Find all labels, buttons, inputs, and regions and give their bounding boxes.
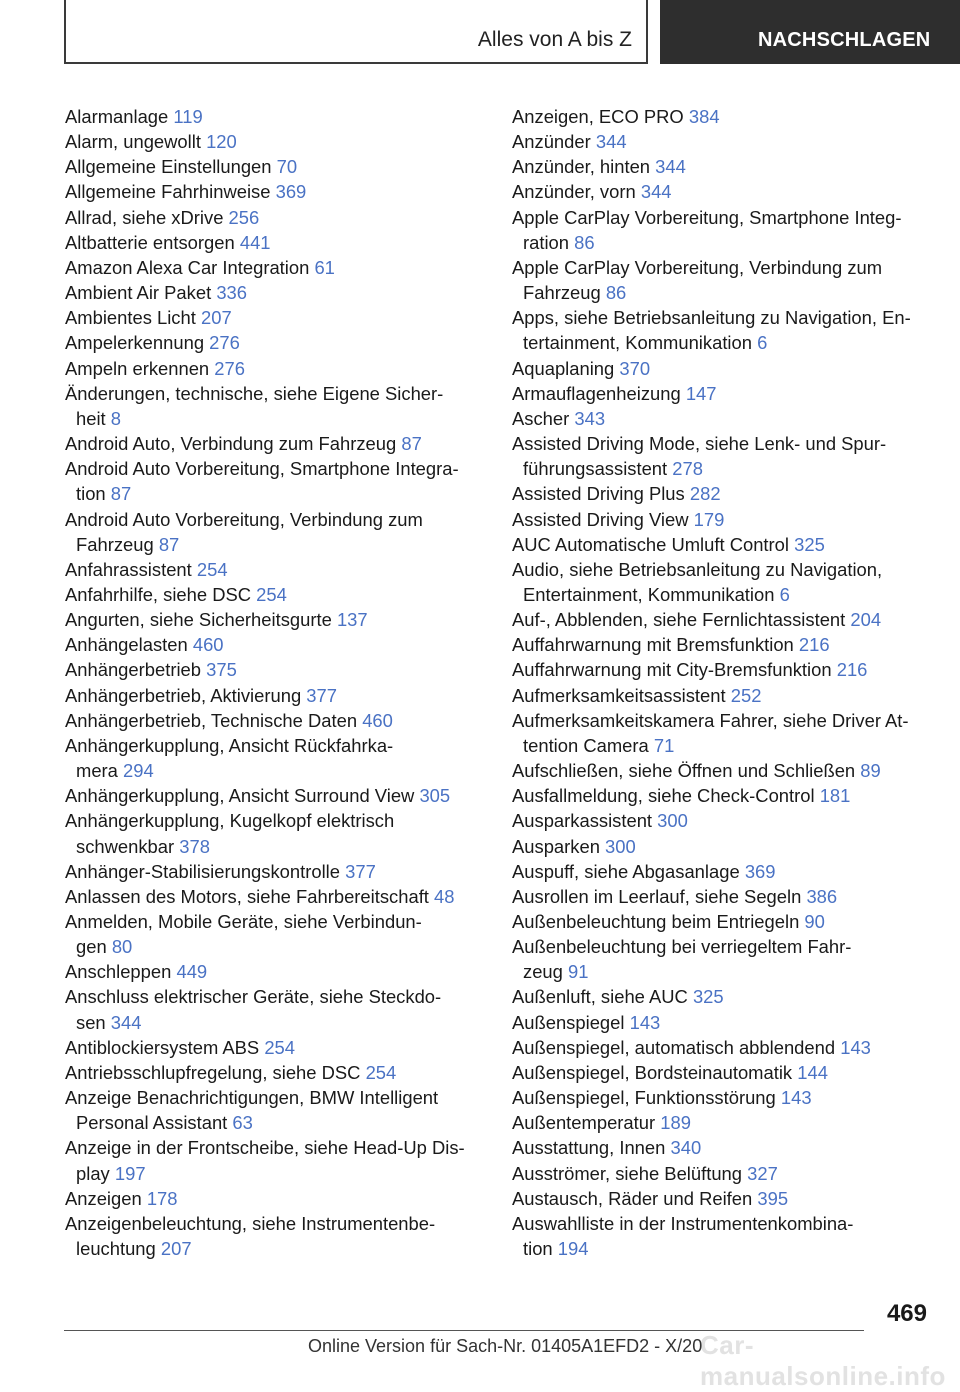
index-term: Außenbeleuchtung bei verriegeltem Fahr-	[512, 936, 852, 958]
page-link[interactable]: 6	[757, 332, 768, 354]
index-term: Altbatterie entsorgen	[65, 231, 235, 253]
index-term: Aquaplaning	[512, 357, 615, 379]
index-entry	[512, 255, 932, 305]
index-term: Ausströmer, siehe Belüftung	[512, 1162, 743, 1184]
watermark: Car-manualsonline.info	[700, 1330, 946, 1391]
index-term: Ausstattung, Innen	[512, 1137, 666, 1159]
index-term: Auffahrwarnung mit Bremsfunktion	[512, 634, 794, 656]
index-term-continuation: schwenkbar	[76, 835, 175, 857]
index-entry	[65, 708, 485, 733]
page-link[interactable]: 344	[655, 156, 686, 178]
page-link[interactable]: 147	[685, 382, 717, 404]
index-entry	[65, 179, 485, 204]
index-term: Anzeigen, ECO PRO	[512, 106, 684, 127]
page-link[interactable]: 325	[692, 986, 724, 1008]
index-entry	[65, 154, 485, 179]
page-link[interactable]: 86	[605, 282, 627, 304]
page-link[interactable]: 216	[798, 634, 830, 656]
index-entry	[65, 733, 485, 783]
index-entry	[65, 1135, 485, 1185]
index-term-continuation: heit	[76, 407, 106, 429]
index-entry	[512, 632, 932, 657]
page-link[interactable]: 254	[256, 583, 287, 605]
index-term: Anzünder	[512, 131, 591, 153]
index-entry	[512, 1085, 932, 1110]
index-term-continuation: Entertainment, Kommunikation	[523, 583, 775, 605]
index-entry	[512, 1186, 932, 1211]
index-entry	[512, 154, 932, 179]
index-term-continuation: führungsassistent	[523, 458, 668, 480]
index-term-continuation: zeug	[523, 961, 563, 983]
index-term-continuation: sen	[76, 1011, 106, 1033]
page-link[interactable]: 336	[216, 282, 247, 304]
index-entry	[512, 909, 932, 934]
page-link[interactable]: 6	[779, 583, 790, 605]
index-entry	[65, 456, 485, 506]
page-link[interactable]: 370	[619, 357, 651, 379]
index-term-continuation: Fahrzeug	[76, 533, 154, 555]
index-term-continuation: play	[76, 1162, 110, 1184]
page-link[interactable]: 254	[264, 1036, 296, 1058]
index-term: Außenspiegel, Bordsteinautomatik	[512, 1061, 793, 1083]
page-link[interactable]: 144	[797, 1061, 828, 1083]
header-chapter-box	[64, 0, 648, 64]
index-entry	[512, 934, 932, 984]
index-term: Außenbeleuchtung beim Entriegeln	[512, 911, 800, 932]
index-term: Anschluss elektrischer Geräte, siehe Steckdo-	[65, 986, 442, 1008]
index-term: Anhängerkupplung, Ansicht Rückfahrka-	[65, 734, 394, 756]
index-term: Aufmerksamkeitsassistent	[512, 684, 726, 706]
page-link[interactable]: 90	[804, 911, 825, 932]
page-link[interactable]: 344	[595, 131, 627, 153]
index-entry	[512, 808, 932, 833]
index-term: Ampelerkennung	[65, 332, 205, 354]
index-term-continuation: mera	[76, 760, 118, 782]
page-link[interactable]: 254	[196, 558, 228, 580]
index-term: Anfahrassistent	[65, 558, 192, 580]
page-link[interactable]: 87	[110, 483, 132, 505]
page-link[interactable]: 63	[232, 1112, 253, 1134]
page-link[interactable]: 282	[689, 483, 721, 505]
index-term-continuation: tention Camera	[523, 734, 649, 756]
index-column-left	[65, 104, 485, 1261]
index-entry	[512, 532, 932, 557]
index-entry	[512, 129, 932, 154]
page-link[interactable]: 204	[850, 609, 882, 631]
index-term-continuation: leuchtung	[76, 1238, 156, 1260]
page-link[interactable]: 197	[114, 1162, 146, 1184]
index-term: Allrad, siehe xDrive	[65, 206, 224, 228]
index-term: Außenspiegel	[512, 1011, 625, 1033]
page-link[interactable]: 252	[730, 684, 762, 706]
index-entry	[65, 129, 485, 154]
index-term: Anhängerbetrieb	[65, 659, 201, 681]
index-entry	[65, 582, 485, 607]
index-term: Angurten, siehe Sicherheitsgurte	[65, 609, 332, 631]
index-term: Anhänger-Stabilisierungskontrolle	[65, 860, 340, 882]
page-link[interactable]: 305	[419, 785, 451, 807]
page-link[interactable]: 276	[209, 332, 240, 354]
index-entry	[512, 657, 932, 682]
page-link[interactable]: 377	[306, 684, 337, 706]
index-term-continuation: gen	[76, 936, 107, 958]
index-entry	[65, 657, 485, 682]
index-entry	[512, 1211, 932, 1261]
index-term: Android Auto Vorbereitung, Smartphone Integra-	[65, 458, 459, 480]
page-link[interactable]: 276	[214, 357, 245, 379]
page-link[interactable]: 300	[657, 810, 688, 832]
online-version-note: Online Version für Sach-Nr. 01405A1EFD2 - X/20	[308, 1336, 703, 1356]
index-term: AUC Automatische Umluft Control	[512, 533, 789, 555]
page-link[interactable]: 207	[160, 1238, 192, 1260]
page-link[interactable]: 369	[744, 860, 776, 882]
index-entry	[512, 708, 932, 758]
index-entry	[65, 859, 485, 884]
index-entry	[65, 381, 485, 431]
index-term: Anzeigenbeleuchtung, siehe Instrumentenbe-	[65, 1212, 436, 1234]
page-link[interactable]: 71	[653, 734, 675, 756]
index-term: Ampeln erkennen	[65, 357, 210, 379]
index-entry	[512, 1010, 932, 1035]
index-entry	[65, 959, 485, 984]
index-entry	[65, 1035, 485, 1060]
index-entry	[65, 683, 485, 708]
index-term: Anhängerbetrieb, Aktivierung	[65, 684, 302, 706]
page-link[interactable]: 87	[158, 533, 180, 555]
index-term-continuation: tion	[523, 1238, 553, 1260]
page-link[interactable]: 256	[228, 206, 260, 228]
index-term: Assisted Driving Plus	[512, 483, 685, 505]
page-link[interactable]: 344	[640, 181, 672, 203]
index-entry	[65, 255, 485, 280]
page-link[interactable]: 91	[568, 961, 589, 983]
index-entry	[512, 481, 932, 506]
index-term: Amazon Alexa Car Integration	[65, 256, 310, 278]
page-link[interactable]: 207	[200, 307, 232, 329]
index-entry	[65, 1186, 485, 1211]
index-term: Ausparkassistent	[512, 810, 653, 832]
index-term: Android Auto Vorbereitung, Verbindung zum	[65, 508, 423, 530]
page-link[interactable]: 137	[336, 609, 368, 631]
page-link[interactable]: 178	[146, 1187, 178, 1209]
index-entry	[512, 205, 932, 255]
page-link[interactable]: 449	[176, 961, 208, 983]
index-term: Anzünder, vorn	[512, 181, 636, 203]
index-entry	[65, 909, 485, 959]
index-entry	[65, 230, 485, 255]
index-term: Anschleppen	[65, 961, 172, 983]
index-entry	[512, 758, 932, 783]
index-term: Antiblockiersystem ABS	[65, 1036, 260, 1058]
index-term: Armauflagenheizung	[512, 382, 681, 404]
index-column-right	[512, 104, 932, 1261]
index-entry	[512, 1161, 932, 1186]
index-term: Apple CarPlay Vorbereitung, Smartphone Integ-	[512, 206, 902, 228]
page-link[interactable]: 87	[401, 433, 422, 455]
index-entry	[512, 1060, 932, 1085]
page-link[interactable]: 369	[275, 181, 307, 203]
page-link[interactable]: 119	[173, 106, 203, 127]
index-entry	[512, 431, 932, 481]
index-term: Alarm, ungewollt	[65, 131, 201, 153]
page-link[interactable]: 254	[365, 1061, 397, 1083]
page-link[interactable]: 375	[206, 659, 237, 681]
index-term: Allgemeine Einstellungen	[65, 156, 272, 178]
index-term: Auswahlliste in der Instrumentenkombina-	[512, 1212, 854, 1234]
index-term: Außenluft, siehe AUC	[512, 986, 688, 1008]
index-term: Android Auto, Verbindung zum Fahrzeug	[65, 433, 397, 455]
page-link[interactable]: 216	[836, 659, 868, 681]
index-term: Antriebsschlupfregelung, siehe DSC	[65, 1061, 361, 1083]
index-term: Ausparken	[512, 835, 600, 857]
index-entry	[65, 632, 485, 657]
index-term: Allgemeine Fahrhinweise	[65, 181, 271, 203]
index-term: Außenspiegel, Funktionsstörung	[512, 1087, 776, 1109]
index-term-continuation: ration	[523, 231, 570, 253]
page-link[interactable]: 460	[362, 709, 393, 731]
page-link[interactable]: 378	[179, 835, 210, 857]
page-link[interactable]: 340	[670, 1137, 702, 1159]
index-term: Aufmerksamkeitskamera Fahrer, siehe Driver At-	[512, 709, 909, 731]
page-link[interactable]: 89	[860, 760, 881, 782]
page-link[interactable]: 181	[819, 785, 851, 807]
index-entry	[65, 884, 485, 909]
page-link[interactable]: 143	[629, 1011, 661, 1033]
index-entry	[65, 808, 485, 858]
index-term: Auf-, Abblenden, siehe Fernlichtassistent	[512, 609, 846, 631]
index-term-continuation: tion	[76, 483, 106, 505]
index-term: Anmelden, Mobile Geräte, siehe Verbindun-	[65, 911, 422, 932]
index-term: Ambient Air Paket	[65, 282, 212, 304]
index-entry	[512, 507, 932, 532]
page-link[interactable]: 327	[747, 1162, 778, 1184]
index-term: Ambientes Licht	[65, 307, 196, 329]
section-tab[interactable]	[660, 0, 960, 64]
index-entry	[65, 280, 485, 305]
index-entry	[65, 356, 485, 381]
page-link[interactable]: 70	[276, 156, 298, 178]
index-term: Außentemperatur	[512, 1112, 656, 1134]
page-link[interactable]: 395	[757, 1187, 789, 1209]
index-entry	[512, 1135, 932, 1160]
index-term: Änderungen, technische, siehe Eigene Sicher-	[65, 382, 444, 404]
index-term: Anzeigen	[65, 1187, 142, 1209]
index-term: Assisted Driving Mode, siehe Lenk- und Spur-	[512, 433, 887, 455]
index-entry	[512, 356, 932, 381]
page-link[interactable]: 86	[574, 231, 595, 253]
index-entry	[512, 557, 932, 607]
page-link[interactable]: 194	[557, 1238, 589, 1260]
index-term: Anlassen des Motors, siehe Fahrbereitschaft	[65, 885, 429, 907]
index-entry	[65, 330, 485, 355]
index-term: Anfahrhilfe, siehe DSC	[65, 583, 252, 605]
index-term: Austausch, Räder und Reifen	[512, 1187, 753, 1209]
index-entry	[65, 104, 485, 129]
index-entry	[512, 607, 932, 632]
index-entry	[512, 179, 932, 204]
index-entry	[65, 1085, 485, 1135]
index-entry	[512, 104, 932, 129]
section-title: NACHSCHLAGEN	[758, 29, 931, 51]
index-entry	[65, 1211, 485, 1261]
page-link[interactable]: 377	[345, 860, 376, 882]
index-entry	[512, 834, 932, 859]
index-entry	[512, 984, 932, 1009]
index-entry	[512, 683, 932, 708]
index-entry	[512, 783, 932, 808]
index-entry	[512, 406, 932, 431]
index-entry	[512, 381, 932, 406]
index-term: Apps, siehe Betriebsanleitung zu Navigation, En-	[512, 307, 911, 329]
index-entry	[65, 607, 485, 632]
index-term: Anhängerbetrieb, Technische Daten	[65, 709, 358, 731]
index-entry	[65, 783, 485, 808]
page-link[interactable]: 48	[434, 885, 455, 907]
page-link[interactable]: 8	[110, 407, 122, 429]
index-term: Anhängerkupplung, Kugelkopf elektrisch	[65, 810, 395, 832]
page-link[interactable]: 344	[110, 1011, 142, 1033]
page-link[interactable]: 278	[672, 458, 703, 480]
index-entry	[65, 557, 485, 582]
index-entry	[512, 859, 932, 884]
index-entry	[65, 305, 485, 330]
index-term: Anzeige in der Frontscheibe, siehe Head-Up Dis-	[65, 1137, 465, 1159]
page-link[interactable]: 386	[806, 885, 838, 907]
page-link[interactable]: 143	[840, 1036, 871, 1058]
index-entry	[65, 205, 485, 230]
index-term-continuation: tertainment, Kommunikation	[523, 332, 752, 354]
index-term: Aufschließen, siehe Öffnen und Schließen	[512, 760, 856, 782]
index-term: Außenspiegel, automatisch abblendend	[512, 1036, 836, 1058]
page-link[interactable]: 179	[693, 508, 725, 530]
index-entry	[512, 884, 932, 909]
page-link[interactable]: 189	[660, 1112, 691, 1134]
index-term: Anhängerkupplung, Ansicht Surround View	[65, 785, 415, 807]
index-entry	[65, 984, 485, 1034]
index-term: Auspuff, siehe Abgasanlage	[512, 860, 740, 882]
index-term: Audio, siehe Betriebsanleitung zu Navigation,	[512, 558, 883, 580]
index-term: Anzeige Benachrichtigungen, BMW Intelligent	[65, 1087, 439, 1109]
index-entry	[65, 1060, 485, 1085]
chapter-title: Alles von A bis Z	[477, 28, 632, 51]
index-entry	[512, 1110, 932, 1135]
index-term: Ascher	[512, 407, 570, 429]
page-link[interactable]: 343	[574, 407, 606, 429]
index-term: Anzünder, hinten	[512, 156, 651, 178]
page-link[interactable]: 80	[111, 936, 133, 958]
page-link[interactable]: 120	[206, 131, 237, 153]
index-term-continuation: Fahrzeug	[523, 282, 601, 304]
index-entry	[65, 507, 485, 557]
index-term: Ausfallmeldung, siehe Check-Control	[512, 785, 815, 807]
index-term: Anhängelasten	[65, 634, 188, 656]
page-number: 469	[886, 1300, 927, 1327]
index-term: Assisted Driving View	[512, 508, 689, 530]
page-link[interactable]: 143	[780, 1087, 812, 1109]
index-entry	[65, 431, 485, 456]
page-link[interactable]: 384	[688, 106, 720, 127]
page-link[interactable]: 61	[314, 256, 335, 278]
index-term: Ausrollen im Leerlauf, siehe Segeln	[512, 885, 802, 907]
index-entry	[512, 1035, 932, 1060]
index-entry	[512, 305, 932, 355]
page-link[interactable]: 325	[794, 533, 825, 555]
page-link[interactable]: 294	[123, 760, 154, 782]
page-link[interactable]: 441	[239, 231, 271, 253]
index-term: Apple CarPlay Vorbereitung, Verbindung zum	[512, 256, 883, 278]
index-term-continuation: Personal Assistant	[76, 1112, 228, 1134]
index-term: Auffahrwarnung mit City-Bremsfunktion	[512, 659, 832, 681]
page-link[interactable]: 460	[192, 634, 224, 656]
page-link[interactable]: 300	[605, 835, 636, 857]
index-term: Alarmanlage	[65, 106, 169, 127]
